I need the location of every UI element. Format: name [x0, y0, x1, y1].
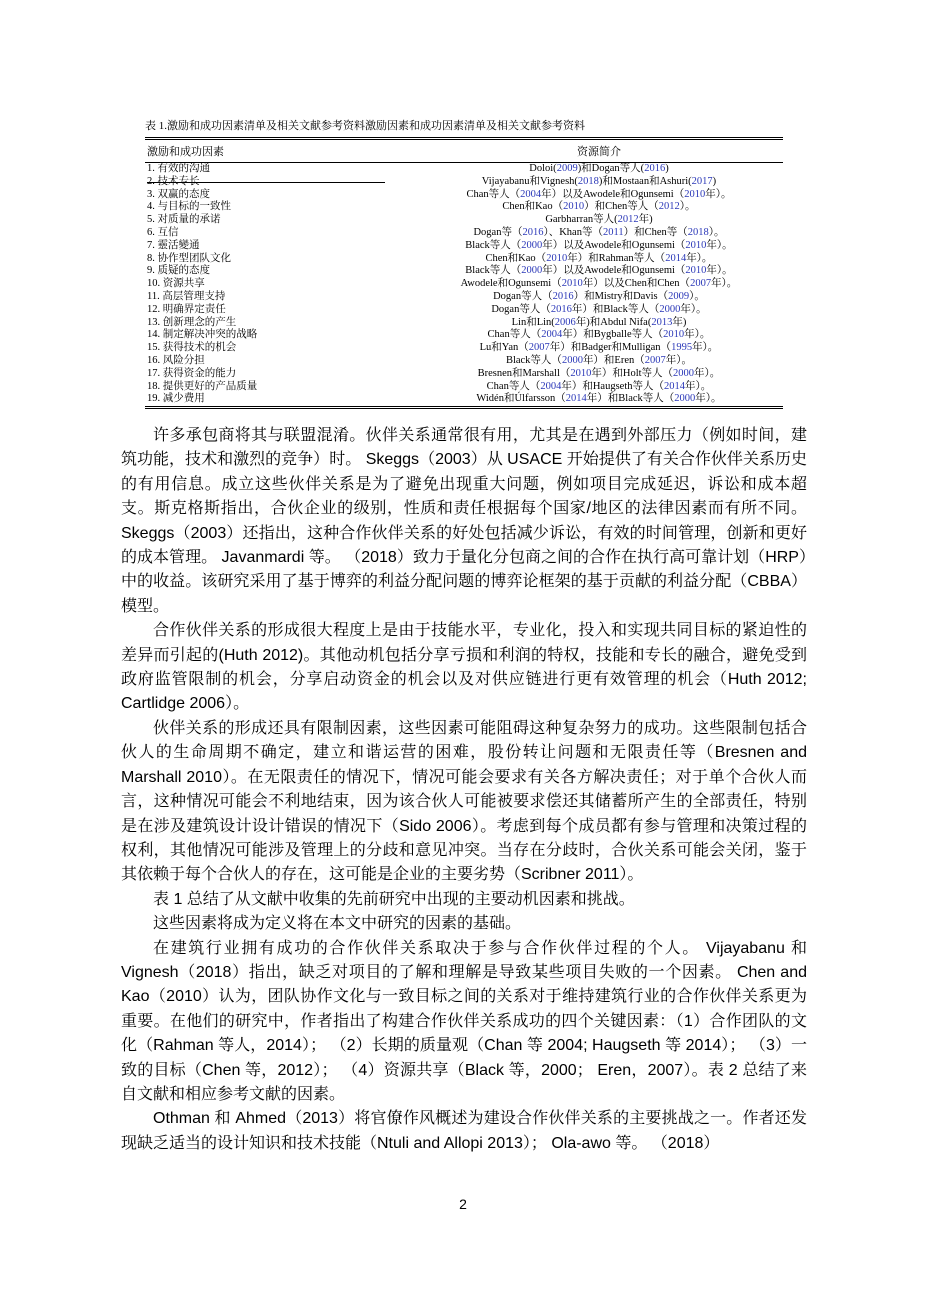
table-row [145, 304, 783, 317]
table-caption: 表 1.激励和成功因素清单及相关文献参考资料激励因素和成功因素清单及相关文献参考资料 [145, 120, 585, 132]
factor-cell: 16. 风险分担 [147, 354, 205, 366]
year-link[interactable]: 2009 [668, 290, 690, 302]
page-number: 2 [459, 1196, 467, 1212]
year-link[interactable]: 2009 [556, 163, 578, 174]
year-link[interactable]: 2018 [577, 175, 599, 187]
source-cell: Doloi(2009)和Dogan等人(2016) [529, 163, 669, 174]
year-link[interactable]: 2016 [552, 290, 574, 302]
year-link[interactable]: 2000 [561, 354, 583, 366]
year-link[interactable]: 2007 [690, 278, 712, 290]
table-1-block [145, 119, 783, 409]
table-row [145, 214, 783, 227]
factor-cell: 11. 高层管理支持 [147, 290, 226, 302]
year-link[interactable]: 2014 [665, 252, 687, 264]
table-row [145, 393, 783, 407]
source-cell: Black等人（2000年）以及Awodele和Ogunsemi（2010年）。 [465, 239, 733, 251]
table-row [145, 240, 783, 253]
year-link[interactable]: 2004 [540, 380, 562, 392]
year-link[interactable]: 2007 [528, 342, 550, 354]
factor-cell: 3. 双赢的态度 [147, 188, 210, 200]
year-link[interactable]: 2006 [554, 316, 576, 328]
source-cell: Dogan等（2016）、Khan等（2011）和Chen等（2018）。 [473, 226, 725, 238]
table-row [145, 176, 783, 189]
year-link[interactable]: 2010 [685, 265, 707, 277]
table-row [145, 355, 783, 368]
table-row [145, 317, 783, 330]
column-header-sources: 资源简介 [413, 139, 783, 163]
year-link[interactable]: 2010 [570, 367, 592, 379]
year-link[interactable]: 2004 [541, 329, 563, 341]
paragraph: Othman 和 Ahmed（2013）将官僚作风概述为建设合作伙伴关系的主要挑战之一。作者还发现缺乏适当的设计知识和技术技能（Ntuli and Allopi 2013）； Ola-awo 等。 （2018） [121, 1110, 807, 1152]
year-link[interactable]: 2010 [563, 201, 585, 213]
factor-cell: 6. 互信 [147, 226, 179, 238]
year-link[interactable]: 2012 [658, 201, 680, 213]
source-cell: Chan等人（2004年）和Bygballe等人（2010年）。 [487, 329, 711, 341]
source-cell: Lu和Yan（2007年）和Badger和Mulligan（1995年）。 [479, 342, 719, 354]
paragraph: 表 1 总结了从文献中收集的先前研究中出现的主要动机因素和挑战。 [153, 890, 635, 908]
factor-cell: 2. 技术专长 [145, 176, 413, 189]
year-link[interactable]: 2010 [663, 329, 685, 341]
year-link[interactable]: 2014 [664, 380, 686, 392]
year-link[interactable]: 2013 [651, 316, 673, 328]
factor-cell: 15. 获得技术的机会 [147, 342, 237, 354]
source-cell: Garbharran等人(2012年) [545, 214, 653, 226]
year-link[interactable]: 2010 [685, 239, 707, 251]
table-row [145, 342, 783, 355]
year-link[interactable]: 2004 [520, 188, 542, 200]
year-link[interactable]: 2000 [521, 265, 543, 277]
factor-cell: 1. 有效的沟通 [147, 163, 210, 174]
source-cell: Chen和Kao（2010年）和Rahman等人（2014年）。 [485, 252, 713, 264]
source-cell: Chan等人（2004年）以及Awodele和Ogunsemi（2010年）。 [466, 188, 732, 200]
year-link[interactable]: 2016 [644, 163, 666, 174]
table-row [145, 201, 783, 214]
year-link[interactable]: 2010 [684, 188, 706, 200]
table-row [145, 381, 783, 394]
factor-cell: 10. 资源共享 [147, 278, 205, 290]
factor-cell: 13. 创新理念的产生 [147, 316, 237, 328]
source-cell: Chen和Kao（2010）和Chen等人（2012）。 [502, 201, 696, 213]
paragraph: 伙伴关系的形成还具有限制因素，这些因素可能阻碍这种复杂努力的成功。这些限制包括合伙人的生命周期不确定，建立和谐运营的困难，股份转让问题和无限责任等（Bresnen and Marshall 2010）。在无限责任的情况下，情况可能会要求有关各方解决责任；对于单个合伙人而言，这种情况可能会不利地结束，因为该合伙人可能被要求偿还其储蓄所产生的全部责任，特别是在涉及建筑设计设计错误的情况下（Sido 2006）。考虑到每个成员都有参与管理和决策过程的权利，其他情况可能涉及管理上的分歧和意见冲突。当存在分歧时，合伙关系可能会关闭，鉴于其依赖于每个合伙人的存在，这可能是企业的主要劣势（Scribner 2011）。 [121, 719, 807, 884]
year-link[interactable]: 2000 [659, 303, 681, 315]
paragraph: 这些因素将成为定义将在本文中研究的因素的基础。 [153, 915, 522, 933]
year-link[interactable]: 2010 [561, 278, 583, 290]
factor-cell: 19. 减少费用 [147, 393, 205, 405]
column-header-factors: 激励和成功因素 [145, 139, 413, 163]
source-cell: Black等人（2000年）和Eren（2007年）。 [505, 354, 693, 366]
paragraph: 合作伙伴关系的形成很大程度上是由于技能水平，专业化，投入和实现共同目标的紧迫性的差异而引起的(Huth 2012)。其他动机包括分享亏损和利润的特权，技能和专长的融合，避免受到政府监管限制的机会，分享启动资金的机会以及对供应链进行更有效管理的机会（Huth 2012; Cartlidge 2006）。 [121, 622, 807, 713]
paragraph: 在建筑行业拥有成功的合作伙伴关系取决于参与合作伙伴过程的个人。 Vijayabanu 和 Vignesh（2018）指出，缺乏对项目的了解和理解是导致某些项目失败的一个因素。 Chen and Kao（2010）认为，团队协作文化与一致目标之间的关系对于维持建筑行业的合作伙伴关系更为重要。在他们的研究中，作者指出了构建合作伙伴关系成功的四个关键因素：（1）合作团队的文化（Rahman 等人，2014）； （2）长期的质量观（Chan 等 2004; Haugseth 等 2014）； （3）一致的目标（Chen 等，2012）； （4）资源共享（Black 等，2000； Eren，2007）。表 2 总结了来自文献和相应参考文献的因素。 [121, 939, 807, 1103]
table-row [145, 253, 783, 266]
source-cell: Vijayabanu和Vignesh(2018)和Mostaan和Ashuri(2017) [481, 175, 717, 187]
year-link[interactable]: 2012 [617, 214, 639, 226]
year-link[interactable]: 2018 [687, 226, 709, 238]
factors-table [145, 137, 783, 409]
factor-cell: 18. 提供更好的产品质量 [147, 380, 258, 392]
year-link[interactable]: 2011 [602, 226, 624, 238]
table-row [145, 278, 783, 291]
paragraph: 许多承包商将其与联盟混淆。伙伴关系通常很有用，尤其是在遇到外部压力（例如时间，建筑功能，技术和激烈的竞争）时。 Skeggs（2003）从 USACE 开始提供了有关合作伙伴关系历史的有用信息。成立这些伙伴关系是为了避免出现重大问题，例如项目完成延迟，诉讼和成本超支。斯克格斯指出，合伙企业的级别，性质和责任根据每个国家/地区的法律因素而有所不同。 Skeggs（2003）还指出，这种合作伙伴关系的好处包括减少诉讼，有效的时间管理，创新和更好的成本管理。 Javanmardi 等。 （2018）致力于量化分包商之间的合作在执行高可靠计划（HRP）中的收益。该研究采用了基于博弈的利益分配问题的博弈论框架的基于贡献的利益分配（CBBA）模型。 [121, 427, 807, 615]
year-link[interactable]: 2014 [565, 393, 587, 405]
year-link[interactable]: 2010 [546, 252, 568, 264]
source-cell: Chan等人（2004年）和Haugseth等人（2014年）。 [486, 380, 712, 392]
table-header-row [145, 139, 783, 163]
table-row [145, 227, 783, 240]
factor-cell: 4. 与目标的一致性 [147, 201, 231, 213]
year-link[interactable]: 2000 [673, 367, 695, 379]
factors-table-body [145, 163, 783, 408]
source-cell: Dogan等人（2016年）和Black等人（2000年）。 [491, 303, 707, 315]
table-row [145, 189, 783, 202]
table-row [145, 291, 783, 304]
factor-cell: 5. 对质量的承诺 [147, 214, 221, 226]
year-link[interactable]: 2017 [691, 175, 713, 187]
year-link[interactable]: 2007 [644, 354, 666, 366]
year-link[interactable]: 2000 [674, 393, 696, 405]
factor-cell: 12. 明确界定责任 [147, 303, 226, 315]
page-footer [0, 1196, 926, 1212]
year-link[interactable]: 2016 [522, 226, 544, 238]
table-row [145, 368, 783, 381]
factor-cell: 17. 获得资金的能力 [147, 367, 237, 379]
year-link[interactable]: 2016 [550, 303, 572, 315]
year-link[interactable]: 2000 [521, 239, 543, 251]
factor-cell: 14. 制定解决冲突的战略 [147, 329, 258, 341]
source-cell: Lin和Lin(2006年)和Abdul Nifa(2013年) [511, 316, 687, 328]
factor-cell: 9. 质疑的态度 [147, 265, 210, 277]
table-row [145, 329, 783, 342]
source-cell: Black等人（2000年）以及Awodele和Ogunsemi（2010年）。 [465, 265, 733, 277]
table-row [145, 163, 783, 176]
source-cell: Widén和Úlfarsson（2014年）和Black等人（2000年）。 [476, 393, 722, 405]
table-row [145, 265, 783, 278]
factor-cell: 7. 靈活變通 [147, 239, 200, 251]
source-cell: Dogan等人（2016）和Mistry和Davis（2009）。 [493, 290, 705, 302]
source-cell: Awodele和Ogunsemi（2010年）以及Chen和Chen（2007年）。 [460, 278, 738, 290]
factor-cell: 8. 协作型团队文化 [147, 252, 231, 264]
body-text [121, 424, 807, 1156]
year-link[interactable]: 1995 [671, 342, 693, 354]
source-cell: Bresnen和Marshall（2010年）和Holt等人（2000年）。 [477, 367, 721, 379]
